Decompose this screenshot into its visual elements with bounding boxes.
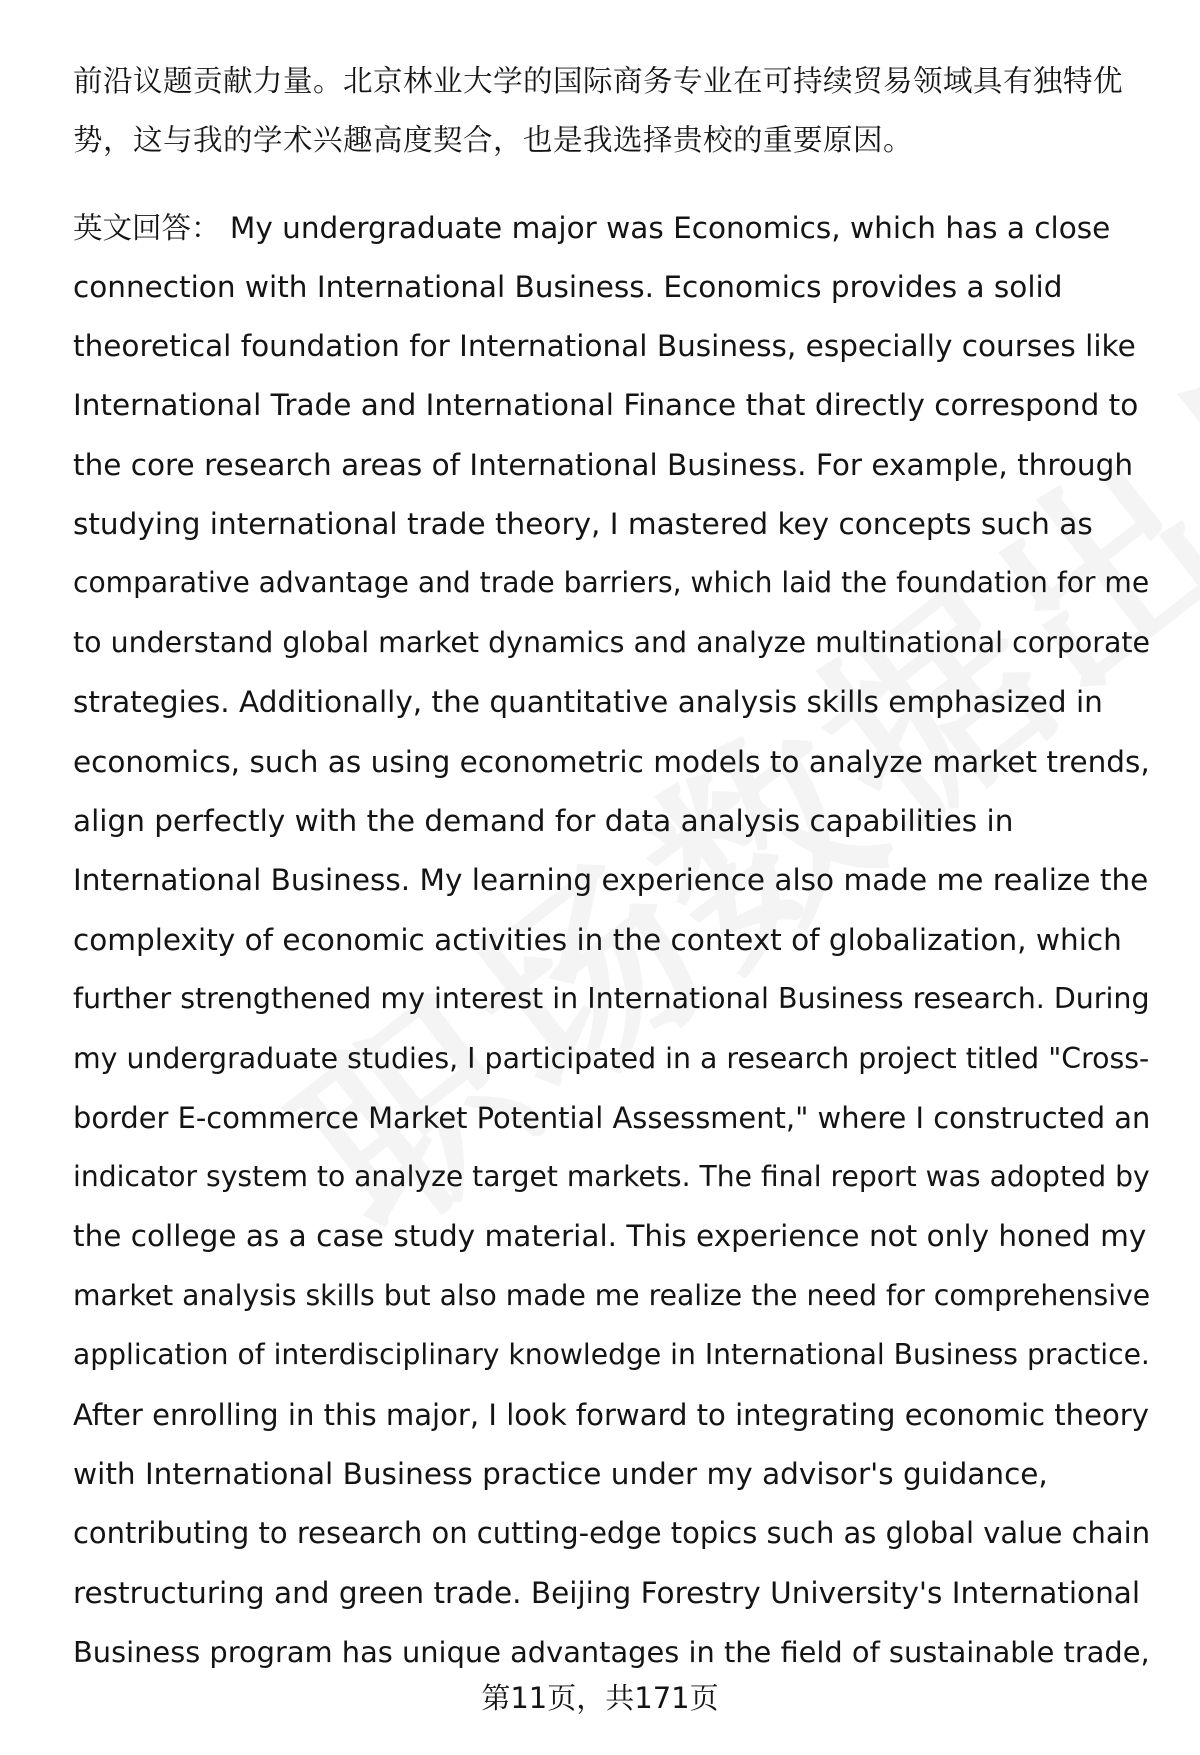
text-line: Business program has unique advantages in the field of sustainable trade, bbox=[73, 1635, 1150, 1669]
text-line: application of interdisciplinary knowledge in International Business practice. bbox=[73, 1338, 1150, 1371]
text-line: with International Business practice under my advisor's guidance, bbox=[73, 1457, 1048, 1491]
text-line: theoretical foundation for International Business, especially courses like bbox=[73, 329, 1136, 363]
text-line: align perfectly with the demand for data analysis capabilities in bbox=[73, 804, 1014, 838]
text-line: comparative advantage and trade barriers, which laid the foundation for me bbox=[73, 566, 1150, 599]
text-line: indicator system to analyze target markets. The final report was adopted by bbox=[73, 1160, 1150, 1193]
text-line: my undergraduate studies, I participated in a research project titled "Cross- bbox=[73, 1042, 1150, 1075]
text-line: economics, such as using econometric models to analyze market trends, bbox=[73, 745, 1150, 779]
text-line: 前沿议题贡献力量。北京林业大学的国际商务专业在可持续贸易领域具有独特优 bbox=[73, 64, 1124, 98]
text-line: 势，这与我的学术兴趣高度契合，也是我选择贵校的重要原因。 bbox=[73, 123, 914, 157]
text-line: connection with International Business. Economics provides a solid bbox=[73, 270, 1063, 304]
text-line: to understand global market dynamics and analyze multinational corporate bbox=[73, 626, 1151, 659]
text-line: strategies. Additionally, the quantitative analysis skills emphasized in bbox=[73, 685, 1103, 719]
text-line: contributing to research on cutting-edge topics such as global value chain bbox=[73, 1516, 1151, 1550]
text-line: 英文回答： My undergraduate major was Economics, which has a close bbox=[73, 211, 1111, 245]
text-line: market analysis skills but also made me realize the need for comprehensive bbox=[73, 1279, 1151, 1312]
text-line: International Trade and International Finance that directly correspond to bbox=[73, 388, 1139, 422]
text-line: border E-commerce Market Potential Assessment," where I constructed an bbox=[73, 1101, 1151, 1135]
text-line: restructuring and green trade. Beijing Forestry University's International bbox=[73, 1576, 1141, 1610]
text-line: After enrolling in this major, I look forward to integrating economic theory bbox=[73, 1398, 1149, 1432]
text-line: International Business. My learning experience also made me realize the bbox=[73, 863, 1149, 897]
text-line: the core research areas of International Business. For example, through bbox=[73, 448, 1134, 482]
page-number: 第11页，共171页 bbox=[481, 1681, 719, 1715]
text-line: studying international trade theory, I mastered key concepts such as bbox=[73, 507, 1093, 541]
text-line: complexity of economic activities in the context of globalization, which bbox=[73, 923, 1122, 957]
text-line: further strengthened my interest in International Business research. During bbox=[73, 982, 1150, 1015]
text-line: the college as a case study material. This experience not only honed my bbox=[73, 1219, 1147, 1253]
